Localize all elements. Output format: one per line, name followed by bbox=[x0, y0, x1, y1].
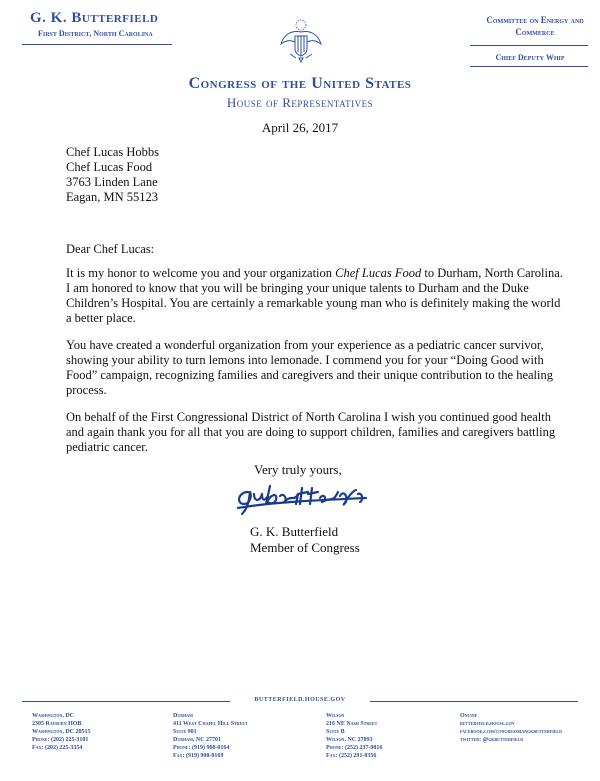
office-line: Fax: (919) 908-0169 bbox=[173, 753, 224, 759]
office-line: Phone: (252) 237-9816 bbox=[326, 745, 383, 751]
whip-label: Chief Deputy Whip bbox=[495, 53, 565, 62]
paragraph-1 bbox=[66, 266, 566, 326]
office-line: 216 NE Nash Street bbox=[326, 721, 378, 727]
salutation: Dear Chef Lucas: bbox=[66, 242, 155, 256]
letterhead-divider-left bbox=[22, 44, 172, 45]
closing: Very truly yours, bbox=[254, 462, 342, 477]
office-line: facebook.com/congressmangkbutterfield bbox=[460, 729, 562, 735]
office-line: twitter: @gkbutterfield bbox=[460, 737, 524, 743]
signer-name: G. K. Butterfield bbox=[250, 524, 339, 539]
office-line: Phone: (202) 225-3101 bbox=[32, 737, 89, 743]
recipient-address bbox=[66, 145, 159, 205]
office-title: Washington, DC bbox=[32, 713, 75, 719]
office-washington bbox=[32, 712, 91, 752]
recipient-line: Eagan, MN 55123 bbox=[66, 190, 158, 204]
office-line: Suite B bbox=[326, 729, 345, 735]
office-online bbox=[460, 712, 562, 744]
recipient-line: Chef Lucas Hobbs bbox=[66, 145, 160, 159]
paragraph-2: You have created a wonderful organization from your experience as a pediatric cancer survivor, showing your ability to turn lemons into lemonade. I commend you for your “Doing Good with Food” campaign, recognizing families and caregivers and their unique contribution to the healing process. bbox=[66, 338, 553, 397]
handwritten-signature bbox=[232, 478, 372, 516]
signature-block bbox=[250, 524, 360, 556]
signer-title: Member of Congress bbox=[250, 540, 360, 555]
office-line: Wilson, NC 27893 bbox=[326, 737, 373, 743]
congressional-seal-icon bbox=[278, 18, 324, 64]
house-heading: House of Representatives bbox=[226, 95, 374, 110]
office-line: Phone: (919) 908-0164 bbox=[173, 745, 230, 751]
recipient-line: 3763 Linden Lane bbox=[66, 175, 158, 189]
office-line: 411 West Chapel Hill Street bbox=[173, 721, 248, 727]
paragraph-3: On behalf of the First Congressional District of North Carolina I wish you continued good health and again thank you for all that you are doing to support children, families and caregivers battling pediatric cancer. bbox=[66, 410, 556, 454]
letterhead-divider-right-lower bbox=[470, 66, 588, 67]
letterhead-divider-right bbox=[470, 45, 588, 46]
office-line: Washington, DC 20515 bbox=[32, 729, 91, 735]
organization-name: Chef Lucas Food bbox=[335, 266, 422, 280]
letterhead-district: First District, North Carolina bbox=[38, 29, 153, 38]
office-line: Fax: (252) 291-0356 bbox=[326, 753, 377, 759]
letterhead-name: G. K. Butterfield bbox=[30, 10, 159, 26]
office-line: Fax: (202) 225-3354 bbox=[32, 745, 83, 751]
office-wilson bbox=[326, 712, 382, 760]
office-title: Wilson bbox=[326, 713, 345, 719]
paragraph-1-text-cont: to Durham, North Carolina. I am honored to know that you will be bringing your unique talents to Durham and the Duke Children’s Hospital. You are certainly a remarkable young man who is definitely making the world a better place. bbox=[66, 266, 563, 325]
committee-label: Committee on Energy and Commerce bbox=[486, 15, 584, 37]
congress-heading: Congress of the United States bbox=[188, 75, 412, 92]
office-title: Durham bbox=[173, 713, 193, 719]
recipient-line: Chef Lucas Food bbox=[66, 160, 153, 174]
footer-website: BUTTERFIELD.HOUSE.GOV bbox=[230, 697, 370, 703]
office-title: Online bbox=[460, 713, 478, 719]
office-line: 2305 Rayburn HOB bbox=[32, 721, 82, 727]
office-durham bbox=[173, 712, 248, 760]
letter-date: April 26, 2017 bbox=[261, 120, 339, 135]
paragraph-1-text: It is my honor to welcome you and your organization bbox=[66, 266, 336, 280]
office-line: Durham, NC 27701 bbox=[173, 737, 222, 743]
office-line: butterfield.house.gov bbox=[460, 721, 515, 727]
office-line: Suite 901 bbox=[173, 729, 197, 735]
